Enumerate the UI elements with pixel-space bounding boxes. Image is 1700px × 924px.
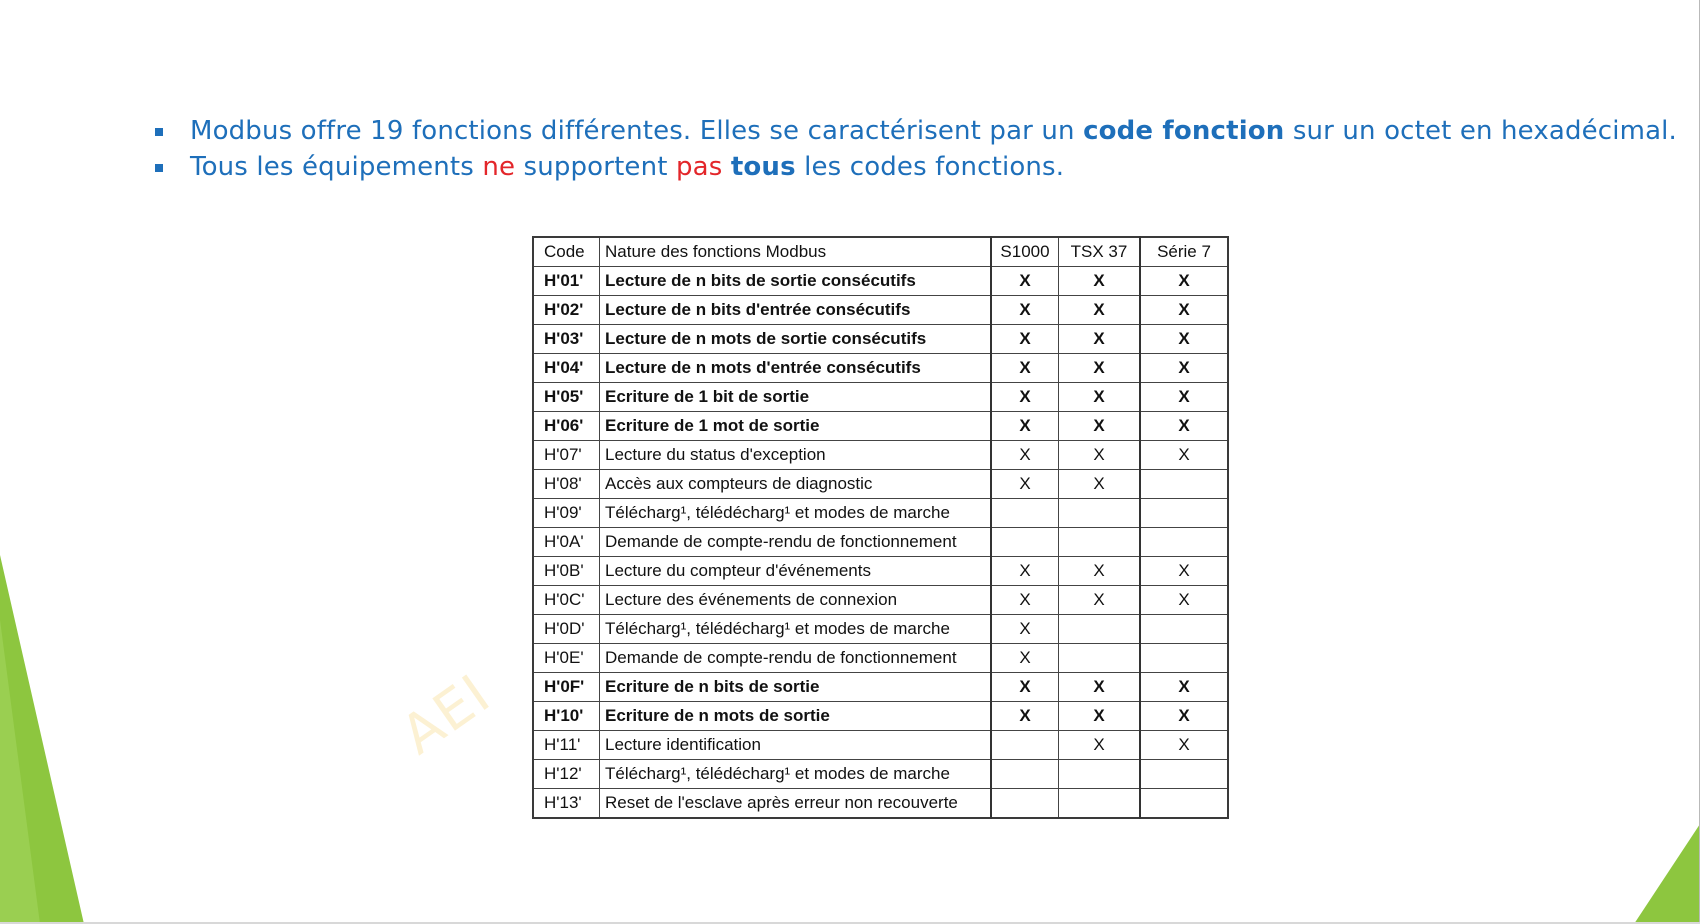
serie7-cell — [1140, 499, 1228, 528]
tsx37-cell: X — [1059, 731, 1141, 760]
code-cell: H'11' — [533, 731, 600, 760]
tsx37-cell: X — [1059, 354, 1141, 383]
table-row — [533, 586, 1228, 615]
green-corner-shape-right — [1620, 804, 1700, 924]
bullet-1-part-2-bold: code fonction — [1083, 116, 1285, 146]
tsx37-cell — [1059, 789, 1141, 819]
s1000-cell: X — [991, 267, 1059, 296]
code-cell: H'06' — [533, 412, 600, 441]
function-name-cell: Télécharg¹, télédécharg¹ et modes de marche — [600, 615, 992, 644]
s1000-cell — [991, 528, 1059, 557]
serie7-cell: X — [1140, 383, 1228, 412]
header-tsx37: TSX 37 — [1059, 237, 1141, 267]
function-name-cell: Demande de compte-rendu de fonctionnement — [600, 528, 992, 557]
code-cell: H'03' — [533, 325, 600, 354]
serie7-cell: X — [1140, 354, 1228, 383]
serie7-cell: X — [1140, 441, 1228, 470]
tsx37-cell: X — [1059, 267, 1141, 296]
code-cell: H'0E' — [533, 644, 600, 673]
table-row — [533, 731, 1228, 760]
bullet-square-icon — [155, 164, 163, 172]
s1000-cell: X — [991, 557, 1059, 586]
modbus-functions-table-container — [532, 236, 1229, 819]
tsx37-cell: X — [1059, 412, 1141, 441]
table-row — [533, 383, 1228, 412]
s1000-cell: X — [991, 441, 1059, 470]
code-cell: H'0D' — [533, 615, 600, 644]
tsx37-cell: X — [1059, 673, 1141, 702]
s1000-cell: X — [991, 383, 1059, 412]
bullet-square-icon — [155, 128, 163, 136]
s1000-cell — [991, 499, 1059, 528]
serie7-cell — [1140, 470, 1228, 499]
s1000-cell: X — [991, 644, 1059, 673]
function-name-cell: Lecture de n mots d'entrée consécutifs — [600, 354, 992, 383]
serie7-cell — [1140, 760, 1228, 789]
code-cell: H'04' — [533, 354, 600, 383]
table-body — [533, 267, 1228, 819]
function-name-cell: Télécharg¹, télédécharg¹ et modes de marche — [600, 499, 992, 528]
code-cell: H'0C' — [533, 586, 600, 615]
serie7-cell: X — [1140, 557, 1228, 586]
header-s1000: S1000 — [991, 237, 1059, 267]
s1000-cell: X — [991, 615, 1059, 644]
function-name-cell: Lecture du status d'exception — [600, 441, 992, 470]
serie7-cell: X — [1140, 296, 1228, 325]
serie7-cell — [1140, 528, 1228, 557]
tsx37-cell: X — [1059, 383, 1141, 412]
bullet-2-part-3: supportent — [515, 152, 676, 182]
bullet-2-part-2-red: ne — [482, 152, 516, 182]
function-name-cell: Télécharg¹, télédécharg¹ et modes de marche — [600, 760, 992, 789]
serie7-cell: X — [1140, 412, 1228, 441]
function-name-cell: Lecture du compteur d'événements — [600, 557, 992, 586]
serie7-cell: X — [1140, 325, 1228, 354]
header-serie7: Série 7 — [1140, 237, 1228, 267]
tsx37-cell: X — [1059, 296, 1141, 325]
serie7-cell — [1140, 615, 1228, 644]
function-name-cell: Ecriture de n bits de sortie — [600, 673, 992, 702]
s1000-cell — [991, 731, 1059, 760]
green-corner-shape-left — [0, 0, 100, 924]
function-name-cell: Lecture de n mots de sortie consécutifs — [600, 325, 992, 354]
tsx37-cell: X — [1059, 557, 1141, 586]
bullet-list — [150, 113, 1677, 185]
table-row — [533, 412, 1228, 441]
tsx37-cell — [1059, 528, 1141, 557]
code-cell: H'0B' — [533, 557, 600, 586]
function-name-cell: Ecriture de 1 bit de sortie — [600, 383, 992, 412]
table-row — [533, 267, 1228, 296]
table-row — [533, 760, 1228, 789]
table-row — [533, 615, 1228, 644]
table-row — [533, 296, 1228, 325]
table-row — [533, 702, 1228, 731]
code-cell: H'0A' — [533, 528, 600, 557]
table-header-row — [533, 237, 1228, 267]
bullet-2-part-4-red: pas — [675, 152, 723, 182]
serie7-cell — [1140, 644, 1228, 673]
tsx37-cell — [1059, 644, 1141, 673]
bullet-1-part-1: Modbus offre 19 fonctions différentes. Elles se caractérisent par un — [190, 116, 1084, 146]
function-name-cell: Reset de l'esclave après erreur non recouverte — [600, 789, 992, 819]
serie7-cell: X — [1140, 673, 1228, 702]
function-name-cell: Accès aux compteurs de diagnostic — [600, 470, 992, 499]
table-row — [533, 789, 1228, 819]
s1000-cell: X — [991, 325, 1059, 354]
bullet-2-part-5 — [722, 152, 730, 182]
s1000-cell: X — [991, 412, 1059, 441]
table-row — [533, 441, 1228, 470]
code-cell: H'0F' — [533, 673, 600, 702]
bullet-item-1 — [150, 113, 1677, 149]
header-nature: Nature des fonctions Modbus — [600, 237, 992, 267]
code-cell: H'07' — [533, 441, 600, 470]
code-cell: H'10' — [533, 702, 600, 731]
code-cell: H'08' — [533, 470, 600, 499]
serie7-cell: X — [1140, 267, 1228, 296]
s1000-cell: X — [991, 702, 1059, 731]
code-cell: H'02' — [533, 296, 600, 325]
s1000-cell — [991, 789, 1059, 819]
serie7-cell: X — [1140, 731, 1228, 760]
bullet-1-part-3: sur un octet en hexadécimal. — [1284, 116, 1677, 146]
header-code: Code — [533, 237, 600, 267]
s1000-cell — [991, 760, 1059, 789]
tsx37-cell: X — [1059, 470, 1141, 499]
tsx37-cell: X — [1059, 586, 1141, 615]
table-row — [533, 673, 1228, 702]
s1000-cell: X — [991, 296, 1059, 325]
serie7-cell: X — [1140, 702, 1228, 731]
tsx37-cell: X — [1059, 441, 1141, 470]
tsx37-cell: X — [1059, 325, 1141, 354]
table-row — [533, 325, 1228, 354]
function-name-cell: Lecture de n bits de sortie consécutifs — [600, 267, 992, 296]
watermark-text: AEI — [390, 661, 503, 767]
bullet-item-2 — [150, 149, 1650, 185]
code-cell: H'09' — [533, 499, 600, 528]
tsx37-cell — [1059, 760, 1141, 789]
s1000-cell: X — [991, 673, 1059, 702]
s1000-cell: X — [991, 470, 1059, 499]
tsx37-cell — [1059, 615, 1141, 644]
function-name-cell: Lecture identification — [600, 731, 992, 760]
table-row — [533, 528, 1228, 557]
s1000-cell: X — [991, 354, 1059, 383]
s1000-cell: X — [991, 586, 1059, 615]
function-name-cell: Ecriture de 1 mot de sortie — [600, 412, 992, 441]
table-row — [533, 557, 1228, 586]
code-cell: H'12' — [533, 760, 600, 789]
code-cell: H'05' — [533, 383, 600, 412]
function-name-cell: Lecture de n bits d'entrée consécutifs — [600, 296, 992, 325]
table-row — [533, 499, 1228, 528]
serie7-cell — [1140, 789, 1228, 819]
bullet-2-part-1: Tous les équipements — [190, 152, 483, 182]
code-cell: H'13' — [533, 789, 600, 819]
code-cell: H'01' — [533, 267, 600, 296]
function-name-cell: Demande de compte-rendu de fonctionnement — [600, 644, 992, 673]
tsx37-cell: X — [1059, 702, 1141, 731]
modbus-functions-table — [532, 236, 1229, 819]
table-row — [533, 470, 1228, 499]
function-name-cell: Lecture des événements de connexion — [600, 586, 992, 615]
function-name-cell: Ecriture de n mots de sortie — [600, 702, 992, 731]
tsx37-cell — [1059, 499, 1141, 528]
table-row — [533, 354, 1228, 383]
bullet-2-part-7: les codes fonctions. — [795, 152, 1065, 182]
bullet-2-part-6-bold: tous — [730, 152, 796, 182]
serie7-cell: X — [1140, 586, 1228, 615]
table-row — [533, 644, 1228, 673]
